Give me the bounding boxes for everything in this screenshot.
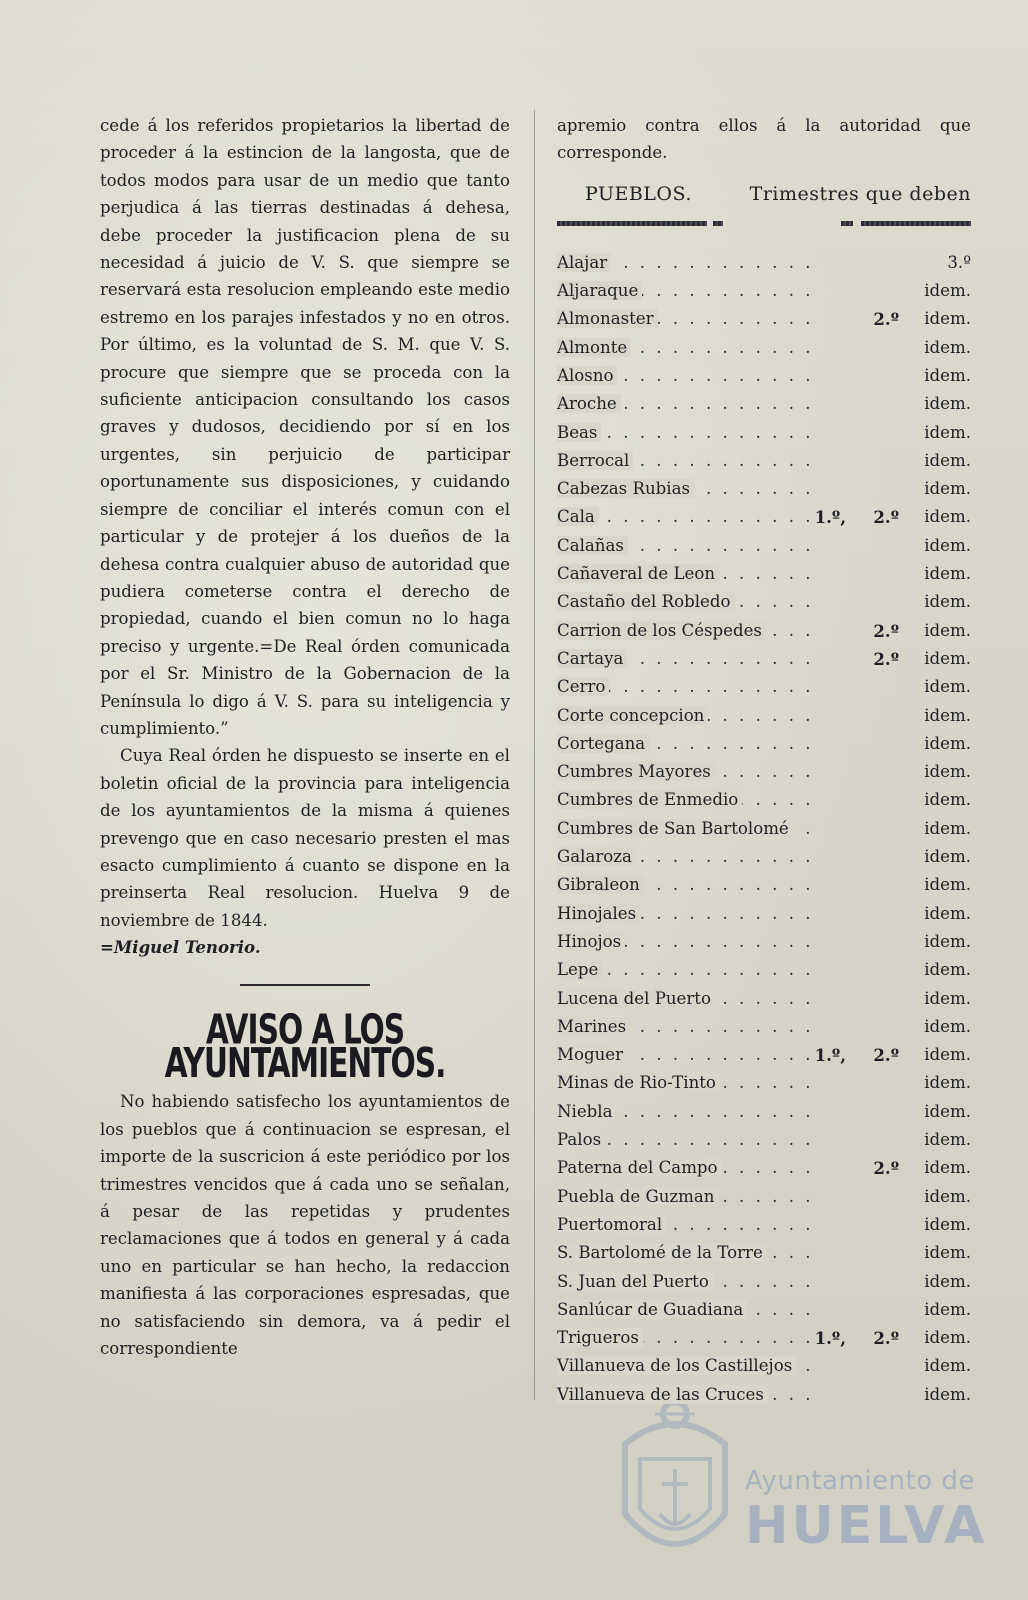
table-row	[557, 673, 971, 701]
huelva-brand-watermark	[745, 1466, 988, 1556]
quarter-qualifier: idem.	[924, 762, 971, 782]
table-row	[557, 617, 971, 645]
town-name	[557, 956, 602, 984]
town-name-text: Paterna del Campo	[557, 1158, 722, 1177]
ornamental-rule-right-start	[841, 221, 853, 226]
town-name	[557, 985, 715, 1013]
quarter-qualifier: idem.	[924, 1016, 971, 1036]
table-row	[557, 305, 971, 333]
quarter-qualifier: idem.	[924, 1186, 971, 1206]
town-name	[557, 1324, 643, 1352]
table-row	[557, 1126, 971, 1154]
table-row	[557, 362, 971, 390]
town-name-text: Palos	[557, 1130, 605, 1149]
town-name-text: Beas	[557, 423, 601, 442]
town-name	[557, 1211, 666, 1239]
town-name-text: Carrion de los Céspedes	[557, 621, 766, 640]
quarter-qualifier: idem.	[924, 733, 971, 753]
town-name	[557, 617, 766, 645]
quarter-qualifier: idem.	[924, 875, 971, 895]
quarter-qualifier: idem.	[924, 790, 971, 810]
town-name-text: Cala	[557, 507, 599, 526]
town-name	[557, 249, 611, 277]
quarter-second: 2.º	[873, 309, 899, 330]
town-name-text: Lucena del Puerto	[557, 989, 715, 1008]
town-name-text: Hinojales	[557, 904, 640, 923]
table-row	[557, 928, 971, 956]
quarter-qualifier: idem.	[924, 1158, 971, 1178]
quarter-qualifier: idem.	[924, 337, 971, 357]
table-row	[557, 249, 971, 277]
town-name	[557, 334, 631, 362]
town-name-text: Niebla	[557, 1102, 616, 1121]
town-name-text: Sanlúcar de Guadiana	[557, 1300, 747, 1319]
table-row	[557, 1352, 971, 1380]
town-name	[557, 843, 636, 871]
town-name-text: Puertomoral	[557, 1215, 666, 1234]
table-row	[557, 503, 971, 531]
quarter-qualifier: idem.	[924, 507, 971, 527]
town-name-text: Puebla de Guzman	[557, 1187, 719, 1206]
town-name-text: Cerro	[557, 677, 609, 696]
table-row	[557, 871, 971, 899]
quarter-qualifier: idem.	[924, 1214, 971, 1234]
quarter-qualifier: idem.	[924, 903, 971, 923]
town-name	[557, 1268, 713, 1296]
quarter-qualifier: idem.	[924, 620, 971, 640]
quarter-qualifier: idem.	[924, 422, 971, 442]
table-row	[557, 560, 971, 588]
quarter-qualifier: idem.	[924, 592, 971, 612]
town-name	[557, 1239, 767, 1267]
town-name	[557, 390, 621, 418]
quarter-qualifier: idem.	[924, 564, 971, 584]
town-name	[557, 362, 617, 390]
town-name-text: Cartaya	[557, 649, 627, 668]
decree-paragraph: cede á los referidos propietarios la libertad de proceder á la estincion de la langosta, que de todos modos para usar de un medio que tanto perjudica á las tierras destinadas á dehesa, debe proceder la justificacion plena de su necesidad á juicio de V. S. que siempre se reservará esta resolucion empleando este medio estremo en los parajes infestados y no en otros. Por último, es la voluntad de S. M. que V. S. procure que siempre que se proceda con la suficiente anticipacion consultando los casos graves y dudosos, decidiendo por sí en los urgentes, sin perjuicio de participar oportunamente sus disposiciones, y cuidando siempre de conciliar el interés comun con el particular y de protejer á los dueños de la dehesa contra cualquier abuso de autoridad que pudiera cometerse contra el derecho de propiedad, cuando el bien comun no lo haga preciso y urgente.=De Real órden comunicada por el Sr. Ministro de la Gobernacion de la Península lo digo á V. S. para su inteligencia y cumplimiento.”	[100, 116, 510, 738]
town-name-text: Aroche	[557, 394, 621, 413]
table-row	[557, 1098, 971, 1126]
table-row	[557, 1268, 971, 1296]
quarter-first: 1.º,	[814, 507, 846, 528]
town-name-text: Minas de Rio-Tinto	[557, 1073, 720, 1092]
order-text: Cuya Real órden he dispuesto se inserte en el boletin oficial de la provincia para inteligencia de los ayuntamientos de la misma á quienes prevengo que en caso necesario presten el mas esacto cumplimiento á cuanto se dispone en la preinserta Real resolucion. Huelva 9 de noviembre de 1844.	[100, 746, 510, 930]
table-row	[557, 758, 971, 786]
table-row	[557, 588, 971, 616]
table-row	[557, 1154, 971, 1182]
town-name	[557, 1069, 720, 1097]
town-name	[557, 673, 609, 701]
section-divider	[240, 984, 370, 986]
quarter-qualifier: idem.	[924, 394, 971, 414]
town-name-text: Villanueva de los Castillejos	[557, 1356, 796, 1375]
town-name	[557, 645, 627, 673]
quarter-second: 2.º	[873, 648, 899, 669]
town-name	[557, 277, 642, 305]
table-row	[557, 956, 971, 984]
town-name	[557, 786, 742, 814]
town-name-text: Lepe	[557, 960, 602, 979]
quarter-qualifier: idem.	[924, 960, 971, 980]
town-name-text: Cabezas Rubias	[557, 479, 694, 498]
table-row	[557, 645, 971, 673]
quarter-qualifier: idem.	[924, 1073, 971, 1093]
table-row	[557, 900, 971, 928]
town-name-text: Villanueva de las Cruces	[557, 1385, 768, 1404]
huelva-coat-of-arms-watermark	[600, 1384, 750, 1584]
table-row	[557, 334, 971, 362]
town-name	[557, 730, 649, 758]
table-row	[557, 1183, 971, 1211]
town-name-text: Aljaraque	[557, 281, 642, 300]
town-name	[557, 532, 628, 560]
notice-continuation: apremio contra ellos á la autoridad que corresponde.	[557, 116, 971, 163]
town-name-text: Cañaveral de Leon	[557, 564, 719, 583]
quarter-qualifier: idem.	[924, 648, 971, 668]
ornamental-rule-left	[557, 221, 707, 226]
quarter-qualifier: idem.	[924, 818, 971, 838]
town-name	[557, 588, 735, 616]
signature: =Miguel Tenorio.	[100, 937, 261, 958]
town-name	[557, 1296, 747, 1324]
quarter-qualifier: idem.	[924, 535, 971, 555]
table-row	[557, 475, 971, 503]
table-row	[557, 277, 971, 305]
town-name	[557, 928, 625, 956]
town-name-text: Trigueros	[557, 1328, 643, 1347]
town-name-text: Cumbres Mayores	[557, 762, 715, 781]
header-quarters: Trimestres que deben	[749, 182, 971, 205]
town-name	[557, 1126, 605, 1154]
table-row	[557, 390, 971, 418]
notice-heading: AVISO A LOS AYUNTAMIENTOS.	[164, 1004, 446, 1088]
town-name-text: Moguer	[557, 1045, 627, 1064]
town-name-text: S. Bartolomé de la Torre	[557, 1243, 767, 1262]
brand-line-2: HUELVA	[745, 1496, 988, 1556]
debtor-towns-table	[557, 249, 971, 1409]
town-name	[557, 1013, 630, 1041]
town-name-text: Cumbres de San Bartolomé	[557, 819, 793, 838]
town-name	[557, 419, 601, 447]
quarter-second: 2.º	[873, 1328, 899, 1349]
table-row	[557, 447, 971, 475]
town-name	[557, 1154, 722, 1182]
town-name	[557, 560, 719, 588]
quarter-second: 2.º	[873, 1158, 899, 1179]
table-row	[557, 702, 971, 730]
quarter-qualifier: idem.	[924, 1384, 971, 1404]
town-name-text: Alajar	[557, 253, 611, 272]
table-header	[557, 181, 971, 215]
quarter-qualifier: idem.	[924, 281, 971, 301]
town-name-text: Cumbres de Enmedio	[557, 790, 742, 809]
town-name	[557, 447, 633, 475]
quarter-qualifier: idem.	[924, 1045, 971, 1065]
town-name-text: Almonte	[557, 338, 631, 357]
town-name-text: Hinojos	[557, 932, 625, 951]
quarter-qualifier: idem.	[924, 1101, 971, 1121]
town-name	[557, 1041, 627, 1069]
table-row	[557, 1296, 971, 1324]
ornamental-rule-right	[861, 221, 971, 226]
ornamental-rule-left-end	[713, 221, 723, 226]
town-name-text: Galaroza	[557, 847, 636, 866]
town-name	[557, 702, 708, 730]
town-name	[557, 1183, 719, 1211]
table-row	[557, 1069, 971, 1097]
quarter-qualifier: idem.	[924, 450, 971, 470]
town-name-text: Almonaster	[557, 309, 658, 328]
town-name-text: Alosno	[557, 366, 617, 385]
town-name	[557, 475, 694, 503]
table-row	[557, 730, 971, 758]
town-name-text: Cortegana	[557, 734, 649, 753]
table-row	[557, 1239, 971, 1267]
order-paragraph	[100, 742, 510, 961]
quarter-qualifier: idem.	[924, 309, 971, 329]
town-name-text: Gibraleon	[557, 875, 644, 894]
quarter-second: 2.º	[873, 1045, 899, 1066]
right-column	[557, 112, 971, 1409]
table-row	[557, 786, 971, 814]
town-name-text: Calañas	[557, 536, 628, 555]
quarter-second: 2.º	[873, 620, 899, 641]
notice-paragraph: No habiendo satisfecho los ayuntamientos de los pueblos que á continuacion se espresan, el importe de la suscricion á este periódico por los trimestres vencidos que á cada uno se señalan, á pesar de las repetidas y prudentes reclamaciones que á todos en general y á cada uno en particular se han hecho, la redaccion manifiesta á las corporaciones espresadas, que no satisfaciendo sin demora, va á pedir el correspondiente	[100, 1092, 510, 1359]
table-row	[557, 1211, 971, 1239]
town-name	[557, 871, 644, 899]
town-name	[557, 758, 715, 786]
town-name	[557, 900, 640, 928]
quarter-qualifier: idem.	[924, 931, 971, 951]
town-name-text: Marines	[557, 1017, 630, 1036]
town-name-text: Corte concepcion	[557, 706, 708, 725]
table-row	[557, 985, 971, 1013]
quarter-qualifier: idem.	[924, 705, 971, 725]
table-row	[557, 419, 971, 447]
quarter-qualifier: idem.	[924, 1243, 971, 1263]
town-name-text: Berrocal	[557, 451, 633, 470]
table-row	[557, 1013, 971, 1041]
quarter-qualifier: idem.	[924, 677, 971, 697]
quarter-qualifier: 3.º	[947, 252, 971, 272]
table-row	[557, 1041, 971, 1069]
table-row	[557, 532, 971, 560]
table-row	[557, 1324, 971, 1352]
quarter-qualifier: idem.	[924, 366, 971, 385]
quarter-qualifier: idem.	[924, 847, 971, 867]
quarter-qualifier: idem.	[924, 1299, 971, 1319]
quarter-qualifier: idem.	[924, 1356, 971, 1376]
quarter-second: 2.º	[873, 507, 899, 528]
table-row	[557, 843, 971, 871]
town-name	[557, 305, 658, 333]
quarter-qualifier: idem.	[924, 479, 971, 499]
brand-line-1: Ayuntamiento de	[745, 1466, 975, 1496]
quarter-qualifier: idem.	[924, 1130, 971, 1150]
town-name	[557, 815, 793, 843]
quarter-first: 1.º,	[814, 1045, 846, 1066]
table-row	[557, 815, 971, 843]
quarter-first: 1.º,	[814, 1328, 846, 1349]
town-name	[557, 503, 599, 531]
town-name-text: Castaño del Robledo	[557, 592, 735, 611]
town-name-text: S. Juan del Puerto	[557, 1272, 713, 1291]
left-column	[100, 112, 510, 1362]
town-name	[557, 1352, 796, 1380]
header-towns: PUEBLOS.	[585, 182, 692, 205]
column-divider	[534, 110, 535, 1400]
town-name	[557, 1098, 616, 1126]
quarter-qualifier: idem.	[924, 1328, 971, 1348]
quarter-qualifier: idem.	[924, 988, 971, 1008]
quarter-qualifier: idem.	[924, 1271, 971, 1291]
